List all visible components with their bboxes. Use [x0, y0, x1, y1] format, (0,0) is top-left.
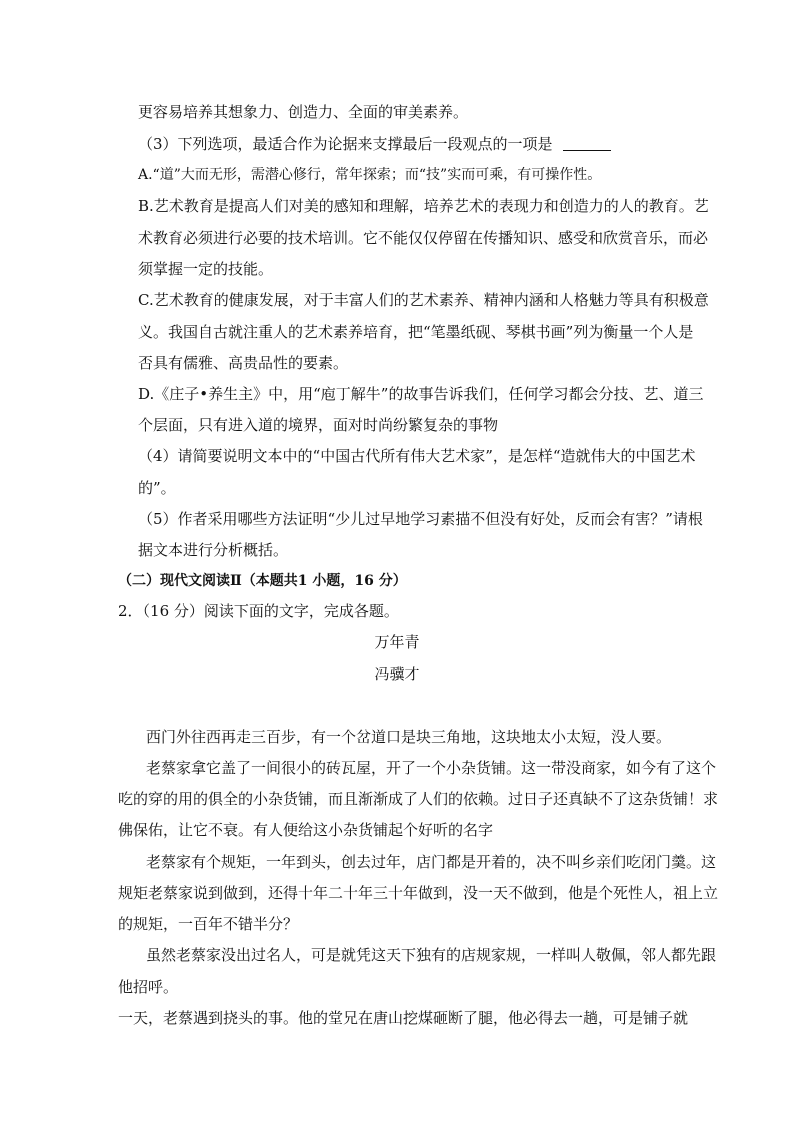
story-paragraph-line: 吃的穿的用的俱全的小杂货铺，而且渐渐成了人们的依赖。过日子还真缺不了这杂货铺！求 [118, 790, 719, 808]
question-3-prompt [138, 134, 611, 154]
option-b-line: 术教育必须进行必要的技术培训。它不能仅仅停留在传播知识、感受和欣赏音乐，而必 [138, 229, 709, 247]
section-heading: （二）现代文阅读Ⅱ（本题共1 小题，16 分） [118, 573, 407, 589]
question-text-line: 更容易培养其想象力、创造力、全面的审美素养。 [138, 103, 469, 121]
story-paragraph-line: 老蔡家拿它盖了一间很小的砖瓦屋，开了一个小杂货铺。这一带没商家，如今有了这个 [146, 759, 717, 777]
option-d-line: 个层面，只有进入道的境界，面对时尚纷繁复杂的事物 [138, 416, 499, 434]
option-d-line: D.《庄子•养生主》中，用“庖丁解牛”的故事告诉我们，任何学习都会分技、艺、道三 [138, 385, 704, 403]
option-c-line: C.艺术教育的健康发展，对于丰富人们的艺术素养、精神内涵和人格魅力等具有积极意 [138, 291, 709, 309]
answer-blank [563, 136, 611, 151]
story-paragraph-line: 佛保佑，让它不衰。有人便给这小杂货铺起个好听的名字 [118, 821, 494, 839]
option-b-line: B.艺术教育是提高人们对美的感知和理解，培养艺术的表现力和创造力的人的教育。艺 [138, 197, 709, 215]
option-b-line: 须掌握一定的技能。 [138, 260, 274, 278]
question-5-line: 据文本进行分析概括。 [138, 541, 289, 559]
option-a: A.“道”大而无形，需潜心修行，常年探索；而“技”实而可乘，有可操作性。 [138, 167, 602, 183]
story-paragraph-line: 的规矩，一百年不错半分？ [118, 915, 299, 933]
story-paragraph-line: 他招呼。 [118, 978, 179, 996]
question-5-line: （5）作者采用哪些方法证明“少儿过早地学习素描不但没有好处，反而会有害？”请根 [138, 510, 703, 528]
question-2-intro: 2．（16 分）阅读下面的文字，完成各题。 [118, 602, 399, 620]
question-4-line: 的”。 [138, 479, 176, 497]
question-4-line: （4）请简要说明文本中的“中国古代所有伟大艺术家”，是怎样“造就伟大的中国艺术 [138, 447, 696, 465]
story-paragraph-line: 一天，老蔡遇到挠头的事。他的堂兄在唐山挖煤砸断了腿，他必得去一趟，可是铺子就 [118, 1009, 689, 1027]
story-paragraph-line: 老蔡家有个规矩，一年到头，创去过年，店门都是开着的，决不叫乡亲们吃闭门羹。这 [146, 853, 717, 871]
option-c-line: 否具有儒雅、高贵品性的要素。 [138, 354, 349, 372]
story-paragraph-line: 规矩老蔡家说到做到，还得十年二十年三十年做到，没一天不做到，他是个死性人，祖上立 [118, 884, 719, 902]
story-author: 冯骥才 [374, 665, 420, 683]
story-title: 万年青 [374, 633, 420, 651]
story-paragraph-line: 西门外往西再走三百步，有一个岔道口是块三角地，这块地太小太短，没人要。 [146, 728, 672, 746]
question-3-text: （3）下列选项，最适合作为论据来支撑最后一段观点的一项是 [138, 135, 553, 153]
story-paragraph-line: 虽然老蔡家没出过名人，可是就凭这天下独有的店规家规，一样叫人敬佩，邻人都先跟 [146, 946, 717, 964]
option-c-line: 义。我国自古就注重人的艺术素养培育，把“笔墨纸砚、琴棋书画”列为衡量一个人是 [138, 323, 694, 341]
